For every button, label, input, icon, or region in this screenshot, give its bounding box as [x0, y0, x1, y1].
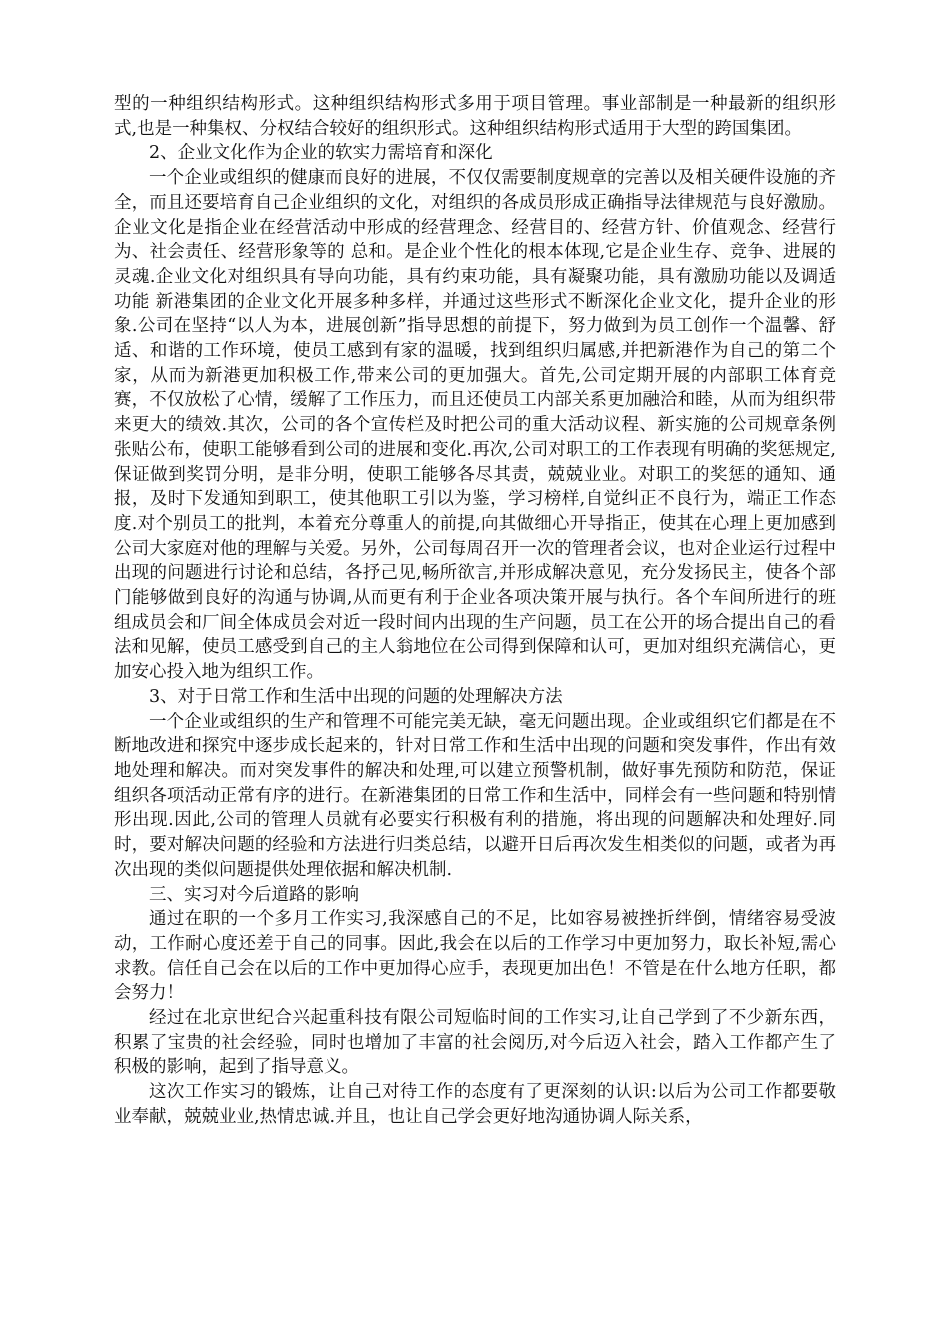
- paragraph-problem-solving: 一个企业或组织的生产和管理不可能完美无缺，毫无问题出现。企业或组织它们都是在不断地改进和探究中逐步成长起来的，针对日常工作和生活中出现的问题和突发事件，作出有效地处理和解决。而对突发事件的解决和处理,可以建立预警机制，做好事先预防和防范，保证组织各项活动正常有序的进行。在新港集团的日常工作和生活中，同样会有一些问题和特别情形出现.因此,公司的管理人员就有必要实行积极有利的措施，将出现的问题解决和处理好.同时，要对解决问题的经验和方法进行归类总结，以避开日后再次发生相类似的问题，或者为再次出现的类似问题提供处理依据和解决机制.: [114, 711, 836, 880]
- heading-internship-impact: 三、实习对今后道路的影响: [149, 884, 359, 905]
- paragraph-work-attitude: 这次工作实习的锻炼，让自己对待工作的态度有了更深刻的认识:以后为公司工作都要敬业奉献，兢兢业业,热情忠诚.并且，也让自己学会更好地沟通协调人际关系，: [114, 1082, 836, 1127]
- heading-problem-solving: 3、对于日常工作和生活中出现的问题的处理解决方法: [149, 686, 563, 707]
- paragraph-corporate-culture: 一个企业或组织的健康而良好的进展，不仅仅需要制度规章的完善以及相关硬件设施的齐全，而且还要培育自己企业组织的文化，对组织的各成员形成正确指导法律规范与良好激励。企业文化是指企业在经营活动中形成的经营理念、经营目的、经营方针、价值观念、经营行为、社会责任、经营形象等的 总和。是企业个性化的根本体现,它是企业生存、竞争、进展的灵魂.企业文化对组织具有导向功能，具有约束功能，具有凝聚功能，具有激励功能以及调适功能 新港集团的企业文化开展多种多样，并通过这些形式不断深化企业文化，提升企业的形象.公司在坚持“以人为本，进展创新”指导思想的前提下，努力做到为员工创作一个温馨、舒适、和谐的工作环境，使员工感到有家的温暖，找到组织归属感,并把新港作为自己的第二个家，从而为新港更加积极工作,带来公司的更加强大。首先,公司定期开展的内部职工体育竞赛，不仅放松了心情，缓解了工作压力，而且还使员工内部关系更加融洽和睦，从而为组织带来更大的绩效.其次，公司的各个宣传栏及时把公司的重大活动议程、新实施的公司规章条例张贴公布，使职工能够看到公司的进展和变化.再次,公司对职工的工作表现有明确的奖惩规定,保证做到奖罚分明，是非分明，使职工能够各尽其责，兢兢业业。对职工的奖惩的通知、通报，及时下发通知到职工，使其他职工引以为鉴，学习榜样,自觉纠正不良行为，端正工作态度.对个别员工的批判，本着充分尊重人的前提,向其做细心开导指正，使其在心理上更加感到公司大家庭对他的理解与关爱。另外，公司每周召开一次的管理者会议，也对企业运行过程中出现的问题进行讨论和总结，各抒己见,畅所欲言,并形成解决意见，充分发扬民主，使各个部门能够做到良好的沟通与协调,从而更有利于企业各项决策开展与执行。各个车间所进行的班组成员会和厂间全体成员会对近一段时间内出现的生产问题，员工在公开的场合提出自己的看法和见解，使员工感受到自己的主人翁地位在公司得到保障和认可，更加对组织充满信心，更加安心投入地为组织工作。: [114, 168, 836, 683]
- heading-corporate-culture: 2、企业文化作为企业的软实力需培育和深化: [149, 143, 493, 164]
- document-page: [114, 92, 836, 1130]
- paragraph-internship-experience: 经过在北京世纪合兴起重科技有限公司短临时间的工作实习,让自己学到了不少新东西，积累了宝贵的社会经验，同时也增加了丰富的社会阅历,对今后迈入社会，踏入工作都产生了积极的影响，起到了指导意义。: [114, 1008, 836, 1078]
- paragraph-org-structure-continued: 型的一种组织结构形式。这种组织结构形式多用于项目管理。事业部制是一种最新的组织形式,也是一种集权、分权结合较好的组织形式。这种组织结构形式适用于大型的跨国集团。: [114, 94, 836, 139]
- paragraph-internship-reflection: 通过在职的一个多月工作实习,我深感自己的不足，比如容易被挫折绊倒，情绪容易受波动，工作耐心度还差于自己的同事。因此,我会在以后的工作学习中更加努力，取长补短,需心求教。信任自己会在以后的工作中更加得心应手，表现更加出色！不管是在什么地方任职，都会努力！: [114, 909, 836, 1004]
